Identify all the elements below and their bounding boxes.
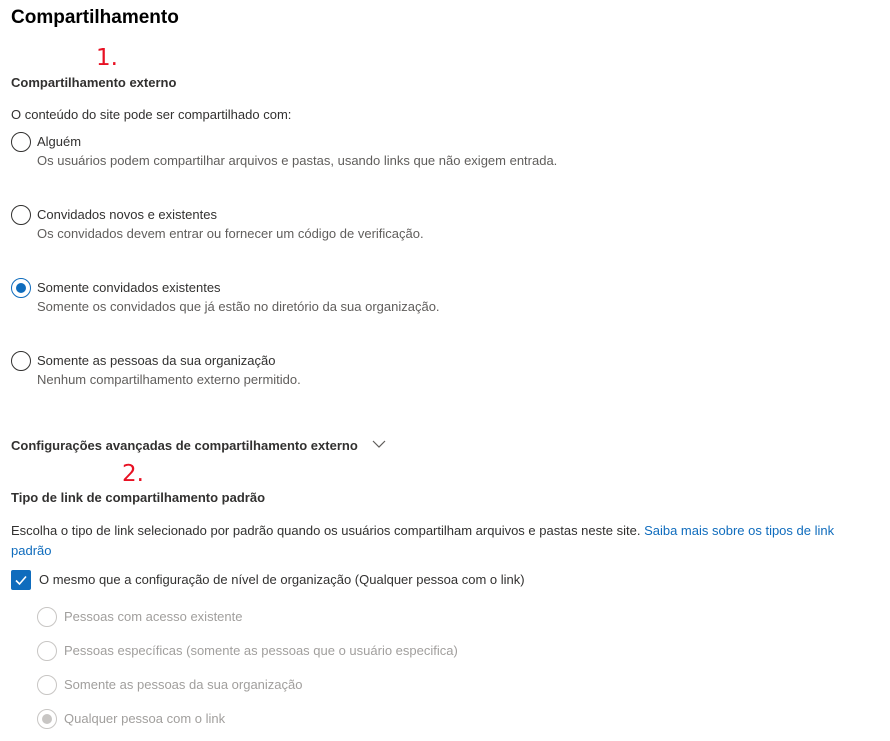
radio-option-description: Somente os convidados que já estão no diretório da sua organização. [37, 299, 440, 314]
page-title: Compartilhamento [11, 7, 179, 28]
chevron-down-icon[interactable] [370, 437, 388, 453]
radio-button-selected[interactable] [11, 278, 31, 298]
radio-option-label: Somente as pessoas da sua organização [37, 353, 276, 368]
radio-option-description: Os usuários podem compartilhar arquivos e pastas, usando links que não exigem entrada. [37, 153, 558, 168]
annotation-marker-2: 2. [122, 461, 144, 487]
advanced-sharing-toggle[interactable]: Configurações avançadas de compartilhamento externo [11, 438, 358, 453]
radio-option-description: Nenhum compartilhamento externo permitido. [37, 372, 301, 387]
default-link-description-text: Escolha o tipo de link selecionado por padrão quando os usuários compartilham arquivos e pastas neste site. [11, 523, 641, 538]
learn-more-link[interactable]: Saiba mais sobre os tipos de link padrão [11, 523, 835, 558]
default-link-description [11, 521, 871, 561]
radio-option-label: Alguém [37, 134, 82, 149]
link-option-label: Pessoas com acesso existente [64, 609, 243, 624]
radio-option-description: Os convidados devem entrar ou fornecer um código de verificação. [37, 226, 424, 241]
checkbox-label: O mesmo que a configuração de nível de organização (Qualquer pessoa com o link) [39, 572, 525, 587]
radio-option-label: Convidados novos e existentes [37, 207, 217, 222]
checkmark-icon [14, 573, 28, 587]
radio-button-disabled [37, 641, 57, 661]
checkbox-checked[interactable] [11, 570, 31, 590]
radio-button[interactable] [11, 205, 31, 225]
link-option-label: Qualquer pessoa com o link [64, 711, 226, 726]
link-option-label: Pessoas específicas (somente as pessoas que o usuário especifica) [64, 643, 458, 658]
default-link-type-heading: Tipo de link de compartilhamento padrão [11, 490, 266, 505]
radio-button-disabled [37, 675, 57, 695]
link-option-label: Somente as pessoas da sua organização [64, 677, 303, 692]
radio-button-disabled-selected [37, 709, 57, 729]
radio-option-label: Somente convidados existentes [37, 280, 221, 295]
radio-button[interactable] [11, 132, 31, 152]
radio-button-disabled [37, 607, 57, 627]
annotation-marker-1: 1. [96, 45, 118, 71]
external-sharing-intro: O conteúdo do site pode ser compartilhado com: [11, 107, 292, 122]
external-sharing-heading: Compartilhamento externo [11, 75, 177, 90]
radio-button[interactable] [11, 351, 31, 371]
